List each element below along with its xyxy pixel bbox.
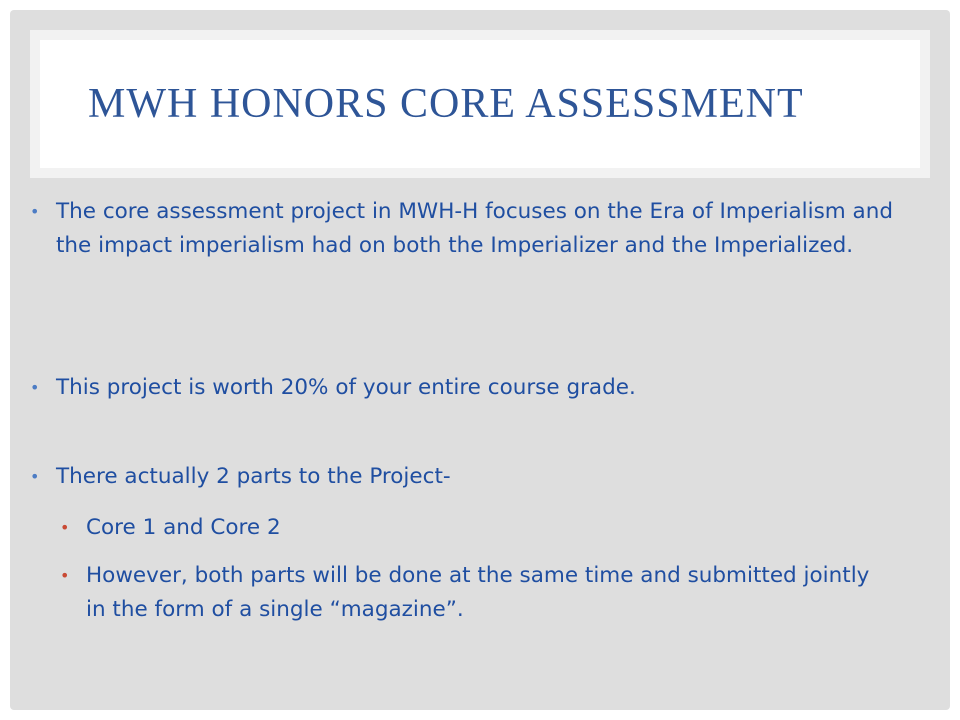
bullet-item — [30, 460, 896, 494]
bullet-item — [30, 195, 896, 263]
bullet-text: The core assessment project in MWH-H focuses on the Era of Imperialism and the impact imperialism had on both the Imperializer and the Imperialized. — [56, 199, 893, 258]
bullet-dot: • — [30, 378, 40, 397]
sub-bullet-text: Core 1 and Core 2 — [86, 515, 281, 540]
slide-content — [10, 10, 950, 710]
bullet-dot: • — [30, 467, 40, 486]
sub-bullet-item — [60, 511, 886, 545]
bullet-item — [30, 371, 896, 405]
sub-bullet-item — [60, 559, 876, 627]
bullet-dot: • — [30, 202, 40, 221]
sub-bullet-dot: • — [60, 566, 70, 585]
sub-bullet-text: However, both parts will be done at the same time and submitted jointly in the form of a single “magazine”. — [86, 563, 870, 622]
sub-bullet-dot: • — [60, 518, 70, 537]
slide — [10, 10, 950, 710]
bullet-text: This project is worth 20% of your entire course grade. — [56, 375, 636, 400]
bullet-text: There actually 2 parts to the Project- — [56, 464, 451, 489]
slide-title: MWH HONORS CORE ASSESSMENT — [88, 81, 804, 127]
